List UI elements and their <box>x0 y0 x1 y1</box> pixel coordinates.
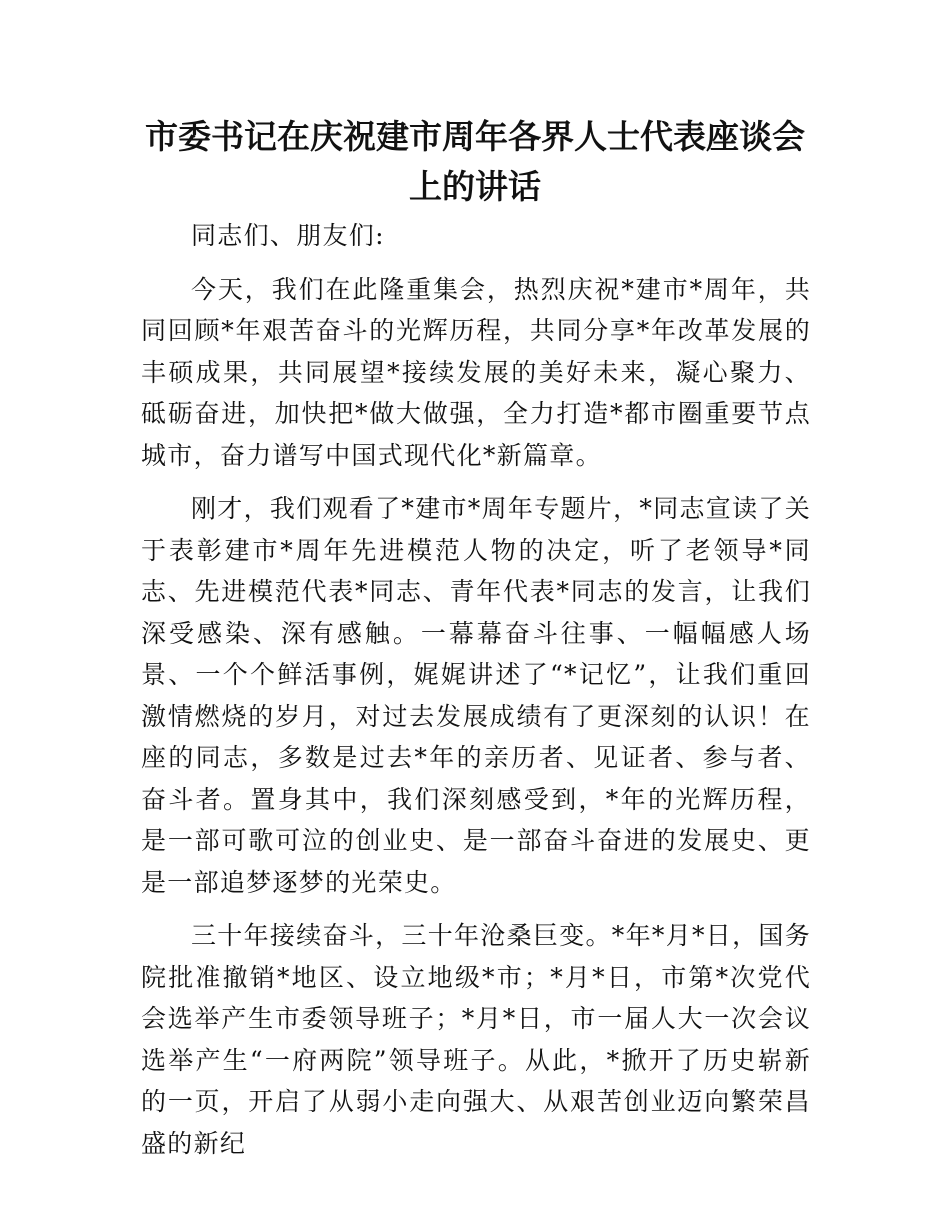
speech-body <box>141 215 811 1176</box>
paragraph-1: 今天，我们在此隆重集会，热烈庆祝*建市*周年，共同回顾*年艰苦奋斗的光辉历程，共同分享*年改革发展的丰硕成果，共同展望*接续发展的美好未来，凝心聚力、砥砺奋进，加快把*做大做强，全力打造*都市圈重要节点城市，奋力谱写中国式现代化*新篇章。 <box>141 274 811 470</box>
speech-title: 市委书记在庆祝建市周年各界人士代表座谈会上的讲话 <box>145 117 805 206</box>
salutation: 同志们、朋友们: <box>191 221 385 250</box>
paragraph-3: 三十年接续奋斗，三十年沧桑巨变。*年*月*日，国务院批准撤销*地区、设立地级*市；*月*日，市第*次党代会选举产生市委领导班子；*月*日，市一届人大一次会议选举产生“一府两院”领导班子。从此，*掀开了历史崭新的一页，开启了从弱小走向强大、从艰苦创业迈向繁荣昌盛的新纪 <box>141 921 812 1158</box>
paragraph-2: 刚才，我们观看了*建市*周年专题片，*同志宣读了关于表彰建市*周年先进模范人物的决定，听了老领导*同志、先进模范代表*同志、青年代表*同志的发言，让我们深受感染、深有感触。一幕幕奋斗往事、一幅幅感人场景、一个个鲜活事例，娓娓讲述了“*记忆”，让我们重回激情燃烧的岁月，对过去发展成绩有了更深刻的认识！在座的同志，多数是过去*年的亲历者、见证者、参与者、奋斗者。置身其中，我们深刻感受到，*年的光辉历程，是一部可歌可泣的创业史、是一部奋斗奋进的发展史、更是一部追梦逐梦的光荣史。 <box>141 494 812 897</box>
